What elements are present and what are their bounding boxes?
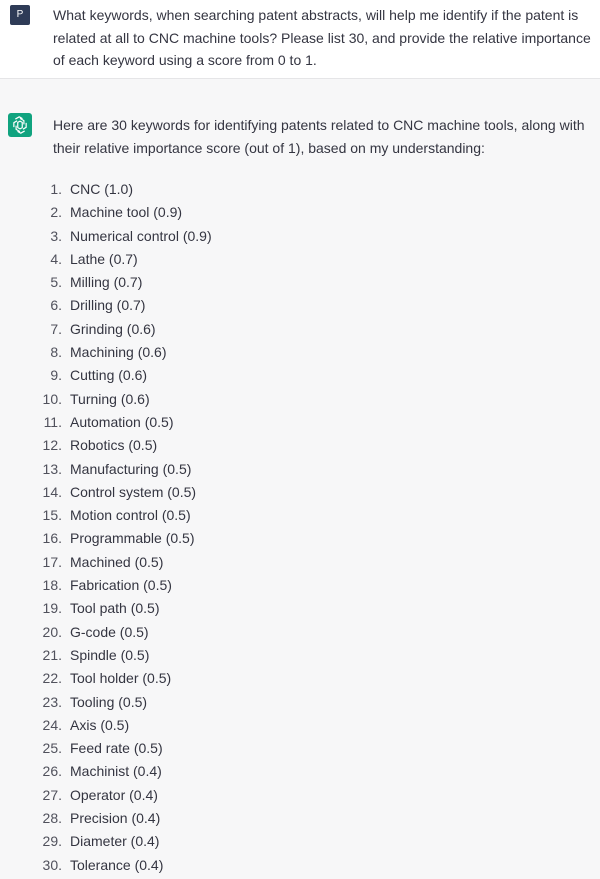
list-item-number: 11. (43, 413, 62, 430)
list-item (40, 645, 212, 668)
list-item (40, 528, 212, 551)
list-item-number: 18. (42, 577, 62, 594)
list-item-keyword: Fabrication (0.5) (70, 577, 172, 594)
list-item-number: 3. (50, 227, 62, 244)
list-item (40, 552, 212, 575)
list-item-number: 17. (42, 553, 62, 570)
list-item-keyword: Precision (0.4) (70, 810, 161, 827)
list-item (40, 226, 212, 249)
list-item (40, 785, 212, 808)
list-item-keyword: Automation (0.5) (70, 413, 174, 430)
user-message (0, 0, 600, 79)
list-item (40, 505, 212, 528)
keyword-list (40, 179, 212, 878)
list-item (40, 342, 212, 365)
list-item (40, 482, 212, 505)
list-item-number: 15. (42, 507, 62, 524)
list-item-number: 8. (50, 344, 62, 361)
list-item-number: 24. (42, 716, 62, 733)
list-item (40, 808, 212, 831)
list-item-keyword: Numerical control (0.9) (70, 227, 212, 244)
list-item (40, 179, 212, 202)
list-item (40, 855, 212, 878)
list-item-keyword: Axis (0.5) (70, 716, 130, 733)
list-item-keyword: Motion control (0.5) (70, 507, 191, 524)
list-item-keyword: Diameter (0.4) (70, 833, 160, 850)
list-item (40, 272, 212, 295)
user-avatar: P (10, 5, 30, 25)
list-item-keyword: Cutting (0.6) (70, 367, 148, 384)
list-item-number: 16. (42, 530, 62, 547)
list-item (40, 761, 212, 784)
list-item-number: 14. (42, 483, 62, 500)
list-item-keyword: Tooling (0.5) (70, 693, 148, 710)
assistant-message (0, 80, 600, 879)
list-item (40, 831, 212, 854)
list-item-keyword: Manufacturing (0.5) (70, 460, 192, 477)
list-item-number: 13. (42, 460, 62, 477)
list-item-number: 6. (50, 297, 62, 314)
list-item-number: 22. (42, 670, 62, 687)
list-item-number: 9. (50, 367, 62, 384)
user-message-text: What keywords, when searching patent abstracts, will help me identify if the patent is related at all to CNC machine tools? Please list 30, and provide the relative importance of each keyword using a score from 0 to 1. (53, 7, 591, 68)
list-item-keyword: Robotics (0.5) (70, 437, 158, 454)
openai-logo-icon (8, 113, 32, 137)
list-item-keyword: Tool holder (0.5) (70, 670, 172, 687)
list-item-number: 2. (50, 204, 62, 221)
list-item-keyword: Operator (0.4) (70, 786, 158, 803)
list-item (40, 622, 212, 645)
list-item-keyword: CNC (1.0) (70, 181, 134, 197)
list-item-keyword: Drilling (0.7) (70, 297, 146, 314)
list-item-number: 23. (42, 693, 62, 710)
list-item-number: 25. (42, 740, 62, 757)
list-item-keyword: Milling (0.7) (70, 274, 143, 291)
list-item-keyword: Machinist (0.4) (70, 763, 162, 780)
list-item-keyword: G-code (0.5) (70, 623, 149, 640)
list-item (40, 598, 212, 621)
list-item (40, 249, 212, 272)
list-item-number: 30. (42, 856, 62, 873)
list-item-number: 12. (42, 437, 62, 454)
list-item-keyword: Lathe (0.7) (70, 250, 138, 267)
list-item-number: 4. (50, 250, 62, 267)
list-item-number: 7. (50, 320, 62, 337)
list-item-keyword: Machined (0.5) (70, 553, 164, 570)
assistant-intro-text: Here are 30 keywords for identifying patents related to CNC machine tools, along with their relative importance score (out of 1), based on my understanding: (53, 117, 585, 156)
list-item (40, 319, 212, 342)
list-item-keyword: Feed rate (0.5) (70, 740, 163, 757)
list-item-number: 10. (42, 390, 62, 407)
list-item-number: 28. (42, 810, 62, 827)
list-item-keyword: Grinding (0.6) (70, 320, 156, 337)
list-item-number: 21. (42, 646, 62, 663)
list-item-keyword: Tolerance (0.4) (70, 856, 164, 873)
list-item (40, 412, 212, 435)
list-item (40, 668, 212, 691)
list-item-number: 26. (42, 763, 62, 780)
list-item (40, 459, 212, 482)
list-item-number: 19. (42, 600, 62, 617)
list-item (40, 202, 212, 225)
list-item (40, 295, 212, 318)
list-item-keyword: Spindle (0.5) (70, 646, 150, 663)
list-item-keyword: Turning (0.6) (70, 390, 150, 407)
list-item (40, 435, 212, 458)
list-item (40, 575, 212, 598)
list-item-keyword: Machine tool (0.9) (70, 204, 183, 221)
list-item (40, 692, 212, 715)
list-item-keyword: Machining (0.6) (70, 344, 167, 361)
list-item-number: 20. (42, 623, 62, 640)
list-item (40, 738, 212, 761)
list-item (40, 365, 212, 388)
list-item (40, 715, 212, 738)
list-item-keyword: Control system (0.5) (70, 483, 197, 500)
list-item-number: 1. (50, 181, 62, 197)
list-item-number: 5. (50, 274, 62, 291)
list-item (40, 389, 212, 412)
list-item-number: 27. (42, 786, 62, 803)
list-item-keyword: Tool path (0.5) (70, 600, 160, 617)
list-item-number: 29. (42, 833, 62, 850)
list-item-keyword: Programmable (0.5) (70, 530, 195, 547)
